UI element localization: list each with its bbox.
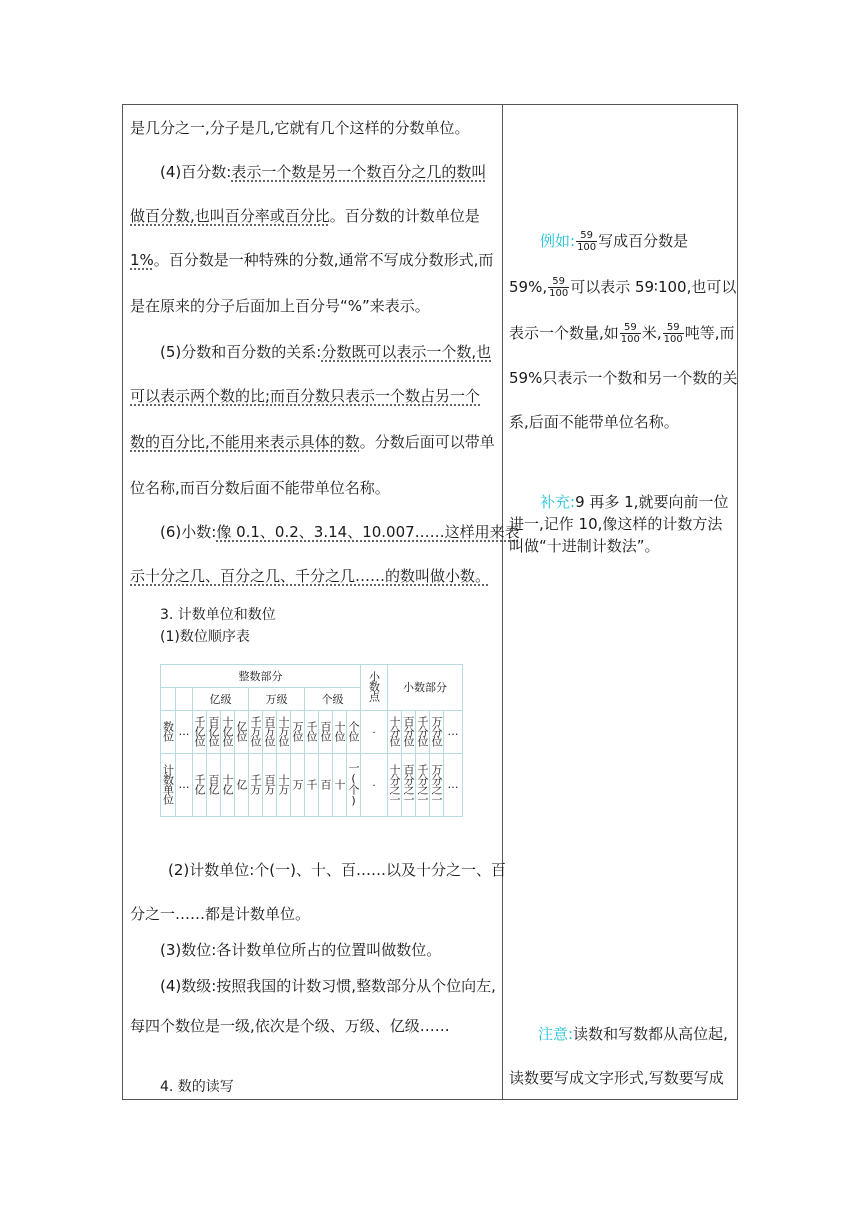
left-p6a xyxy=(160,522,520,542)
right-supplement-2: 进一,记作 10,像这样的计数方法 xyxy=(509,515,723,533)
unit-cell: 十分之一 xyxy=(388,754,402,817)
place-cell: 万位 xyxy=(291,711,305,754)
decimal-point-header: 小数点 xyxy=(361,665,388,711)
unit-cell: 千亿 xyxy=(193,754,207,817)
group-wan: 万级 xyxy=(249,688,305,711)
left-p3: (3)数位:各计数单位所占的位置叫做数位。 xyxy=(160,941,442,959)
right-note-2: 读数要写成文字形式,写数要写成 xyxy=(509,1069,724,1087)
right-example-1: 例如: $\frac{59}{100}$ 写成百分数是 xyxy=(540,230,689,253)
right-example-5: 系,后面不能带单位名称。 xyxy=(509,413,679,431)
unit-cell: 万 xyxy=(291,754,305,817)
place-cell: 十亿位 xyxy=(221,711,235,754)
unit-cell: 万分之一 xyxy=(430,754,444,817)
example-label: 例如: xyxy=(540,232,576,250)
p6a-prefix: (6)小数: xyxy=(160,523,217,541)
left-p5d: 位名称,而百分数后面不能带单位名称。 xyxy=(130,479,390,497)
digit-order-table xyxy=(160,664,463,817)
p5c-a: 数的百分比,不能用来表示具体的数 xyxy=(130,433,360,451)
left-p6b: 示十分之几、百分之几、千分之几……的数叫做小数。 xyxy=(130,567,491,585)
place-cell: 亿位 xyxy=(235,711,249,754)
unit-cell: 十亿 xyxy=(221,754,235,817)
unit-cell: · xyxy=(361,754,388,817)
unit-cell: 百万 xyxy=(263,754,277,817)
p5c-b: 。分数后面可以带单 xyxy=(359,433,495,451)
unit-cell: 千万 xyxy=(249,754,263,817)
section-4-heading: 4. 数的读写 xyxy=(160,1079,234,1095)
place-cell: 千亿位 xyxy=(193,711,207,754)
p4a-text: 表示一个数是另一个数百分之几的数叫 xyxy=(231,163,487,181)
unit-cell: … xyxy=(444,754,463,817)
right-supplement-1: 补充:9 再多 1,就要向前一位 xyxy=(540,493,729,511)
place-cell: · xyxy=(361,711,388,754)
unit-cell: 百分之一 xyxy=(402,754,416,817)
left-p4x-a: (4)数级:按照我国的计数习惯,整数部分从个位向左, xyxy=(160,977,496,995)
left-p5b: 可以表示两个数的比;而百分数只表示一个数占另一个 xyxy=(130,387,481,405)
unit-row-label: 计数单位 xyxy=(161,754,176,817)
place-cell: 百亿位 xyxy=(207,711,221,754)
left-p4x-b: 每四个数位是一级,依次是个级、万级、亿级…… xyxy=(130,1017,450,1035)
place-row xyxy=(161,711,463,754)
place-cell: 千万位 xyxy=(249,711,263,754)
left-p5c xyxy=(130,432,495,452)
fraction: $\frac{59}{100}$ xyxy=(620,322,640,345)
group-yi: 亿级 xyxy=(193,688,249,711)
left-p1: 是几分之一,分子是几,它就有几个这样的分数单位。 xyxy=(130,119,470,137)
place-cell: 千分位 xyxy=(416,711,430,754)
right-note-1: 注意:读数和写数都从高位起, xyxy=(538,1025,728,1043)
place-cell: 百万位 xyxy=(263,711,277,754)
fraction: $\frac{59}{100}$ xyxy=(577,230,597,253)
left-p4c xyxy=(130,250,493,270)
group-ge: 个级 xyxy=(305,688,361,711)
p5a-prefix: (5)分数和百分数的关系: xyxy=(160,343,322,361)
p4c-a: 1% xyxy=(130,251,154,269)
unit-cell: … xyxy=(176,754,193,817)
note-label: 注意: xyxy=(538,1025,574,1043)
unit-cell: 亿 xyxy=(235,754,249,817)
place-cell: … xyxy=(176,711,193,754)
right-example-3: 表示一个数量,如 $\frac{59}{100}$ 米, $\frac{59}{100}$ 吨等,而 xyxy=(509,322,735,345)
left-p4b xyxy=(130,206,480,226)
decimal-part-header: 小数部分 xyxy=(388,665,463,711)
right-example-2: 59%, $\frac{59}{100}$ 可以表示 59∶100,也可以 xyxy=(509,276,737,299)
place-cell: 百分位 xyxy=(402,711,416,754)
unit-cell: 千 xyxy=(305,754,319,817)
column-divider xyxy=(502,104,503,1100)
p6a-text: 像 0.1、0.2、3.14、10.007……这样用来表 xyxy=(216,523,520,541)
unit-cell: 一(个) xyxy=(347,754,361,817)
supplement-label: 补充: xyxy=(540,493,576,511)
place-row-label: 数位 xyxy=(161,711,176,754)
place-cell: 十位 xyxy=(333,711,347,754)
unit-cell: 十 xyxy=(333,754,347,817)
left-p5a xyxy=(160,342,491,362)
right-supplement-3: 叫做“十进制计数法”。 xyxy=(509,537,660,555)
left-p2b: 分之一……都是计数单位。 xyxy=(130,905,311,923)
p4b-a: 做百分数,也叫百分率或百分比 xyxy=(130,207,330,225)
section-3-1-heading: (1)数位顺序表 xyxy=(160,629,250,645)
section-3-heading: 3. 计数单位和数位 xyxy=(160,607,276,623)
place-cell: 万分位 xyxy=(430,711,444,754)
left-p4a xyxy=(160,162,486,182)
unit-cell: 百亿 xyxy=(207,754,221,817)
place-cell: 千位 xyxy=(305,711,319,754)
right-example-4: 59%只表示一个数和另一个数的关 xyxy=(509,369,738,387)
place-cell: 十万位 xyxy=(277,711,291,754)
p5a-text: 分数既可以表示一个数,也 xyxy=(321,343,492,361)
unit-cell: 百 xyxy=(319,754,333,817)
place-cell: 十分位 xyxy=(388,711,402,754)
unit-row xyxy=(161,754,463,817)
p4c-b: 。百分数是一种特殊的分数,通常不写成分数形式,而 xyxy=(153,251,494,269)
unit-cell: 十万 xyxy=(277,754,291,817)
place-cell: 个位 xyxy=(347,711,361,754)
left-p2a: (2)计数单位:个(一)、十、百……以及十分之一、百 xyxy=(168,861,507,879)
fraction: $\frac{59}{100}$ xyxy=(549,276,569,299)
place-cell: … xyxy=(444,711,463,754)
unit-cell: 千分之一 xyxy=(416,754,430,817)
place-cell: 百位 xyxy=(319,711,333,754)
p4b-b: 。百分数的计数单位是 xyxy=(329,207,480,225)
integer-part-header: 整数部分 xyxy=(161,665,361,688)
fraction: $\frac{59}{100}$ xyxy=(663,322,683,345)
p4a-prefix: (4)百分数: xyxy=(160,163,232,181)
left-p4d: 是在原来的分子后面加上百分号“%”来表示。 xyxy=(130,297,430,315)
